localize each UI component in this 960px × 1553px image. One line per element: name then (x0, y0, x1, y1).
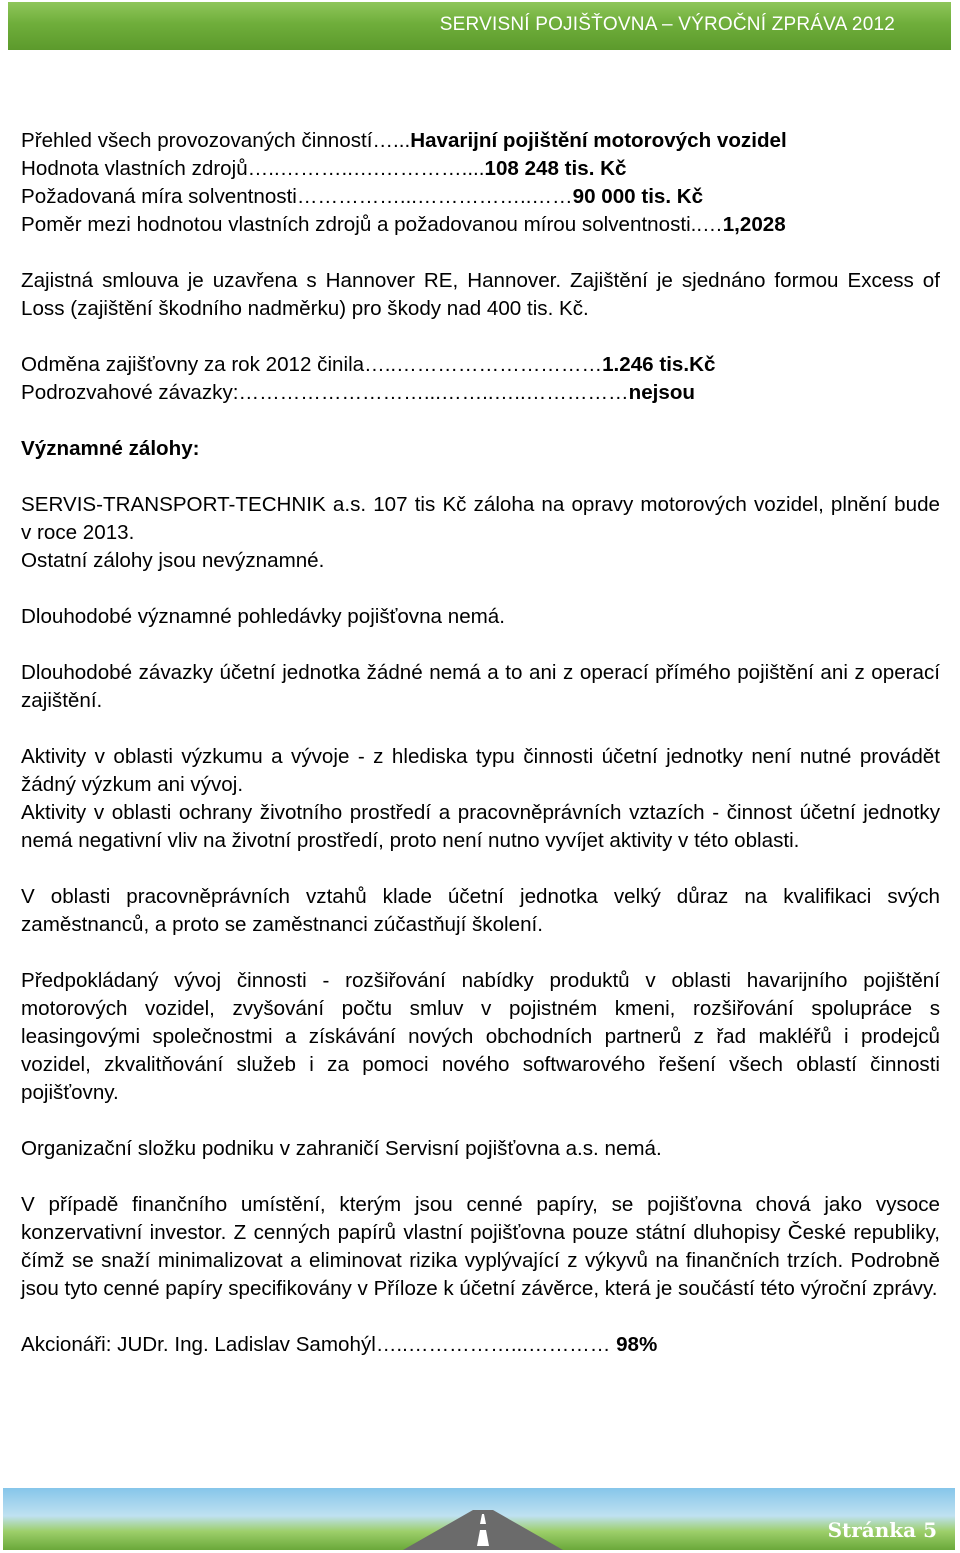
environment-paragraph: Aktivity v oblasti ochrany životního prostředí a pracovněprávních vztazích - činnost účetní jednotky nemá negativní vliv na životní prostředí, proto není nutno vyvíjet aktivity v této oblasti. (21, 801, 940, 852)
page-number: Stránka 5 (827, 1518, 937, 1542)
own-funds-label: Hodnota vlastních zdrojů…..………..….………….... (21, 157, 485, 180)
advances-heading (21, 435, 940, 463)
activities-label: Přehled všech provozovaných činností…... (21, 129, 411, 152)
commission-value: 1.246 tis.Kč (602, 353, 716, 376)
own-funds-value: 108 248 tis. Kč (484, 157, 627, 180)
advances-heading-text: Významné zálohy: (21, 437, 200, 460)
header-bar (8, 2, 951, 50)
document-body (21, 127, 940, 1359)
commission-label: Odměna zajišťovny za rok 2012 činila…..………………………… (21, 353, 603, 376)
footer-bar (3, 1488, 955, 1550)
advances-paragraph: SERVIS-TRANSPORT-TECHNIK a.s. 107 tis Kč záloha na opravy motorových vozidel, plnění bude v roce 2013. (21, 493, 940, 544)
outlook-paragraph: Předpokládaný vývoj činnosti - rozšiřování nabídky produktů v oblasti havarijního pojištění motorových vozidel, zvyšování počtu smluv v pojistném kmeni, rozšiřování spolupráce s leasingovými společnostmi a získávání nových obchodních partnerů z řad makléřů i prodejců vozidel, zkvalitňování služeb i za pomoci nového softwarového řešení všech oblastí činnosti pojišťovny. (21, 969, 940, 1104)
shareholder-line (21, 1331, 940, 1359)
investments-paragraph: V případě finančního umístění, kterým jsou cenné papíry, se pojišťovna chová jako vysoce konzervativní investor. Z cenných papírů vlastní pojišťovna pouze státní dluhopisy České republiky, čímž se snaží minimalizovat a eliminovat rizika vyplývající z výkyvů na finančních trzích. Podrobně jsou tyto cenné papíry specifikovány v Příloze k účetní závěrce, která je součástí této výroční zprávy. (21, 1193, 940, 1300)
ratio-line (21, 211, 940, 239)
solvency-line (21, 183, 940, 211)
advances-other: Ostatní zálohy jsou nevýznamné. (21, 549, 325, 572)
commission-line (21, 351, 940, 379)
solvency-value: 90 000 tis. Kč (572, 185, 704, 208)
solvency-label: Požadovaná míra solventnosti……………...……………..…… (21, 185, 573, 208)
ratio-label: Poměr mezi hodnotou vlastních zdrojů a požadovanou mírou solventnosti..… (21, 213, 723, 236)
activities-line (21, 127, 940, 155)
branch-paragraph: Organizační složku podniku v zahraničí Servisní pojišťovna a.s. nemá. (21, 1137, 662, 1160)
offbalance-line (21, 379, 940, 407)
header-title: SERVISNÍ POJIŠŤOVNA – VÝROČNÍ ZPRÁVA 2012 (439, 14, 895, 35)
offbalance-value: nejsou (628, 381, 696, 404)
activities-value: Havarijní pojištění motorových vozidel (410, 129, 787, 152)
shareholder-label: Akcionáři: JUDr. Ing. Ladislav Samohýl…..……………...………… (21, 1333, 617, 1356)
own-funds-line (21, 155, 940, 183)
labour-paragraph: V oblasti pracovněprávních vztahů klade účetní jednotka velký důraz na kvalifikaci svých zaměstnanců, a proto se zaměstnanci zúčastňují školení. (21, 885, 940, 936)
shareholder-value: 98% (616, 1333, 658, 1356)
receivables-paragraph: Dlouhodobé významné pohledávky pojišťovna nemá. (21, 605, 505, 628)
reinsurance-paragraph: Zajistná smlouva je uzavřena s Hannover RE, Hannover. Zajištění je sjednáno formou Excess of Loss (zajištění škodního nadměrku) pro škody nad 400 tis. Kč. (21, 269, 940, 320)
ratio-value: 1,2028 (722, 213, 786, 236)
payables-paragraph: Dlouhodobé závazky účetní jednotka žádné nemá a to ani z operací přímého pojištění ani z operací zajištění. (21, 661, 940, 712)
road-image (363, 1510, 603, 1550)
offbalance-label: Podrozvahové závazky:………………………...……..…..…………… (21, 381, 629, 404)
research-paragraph: Aktivity v oblasti výzkumu a vývoje - z hlediska typu činnosti účetní jednotky není nutné provádět žádný výzkum ani vývoj. (21, 745, 940, 796)
